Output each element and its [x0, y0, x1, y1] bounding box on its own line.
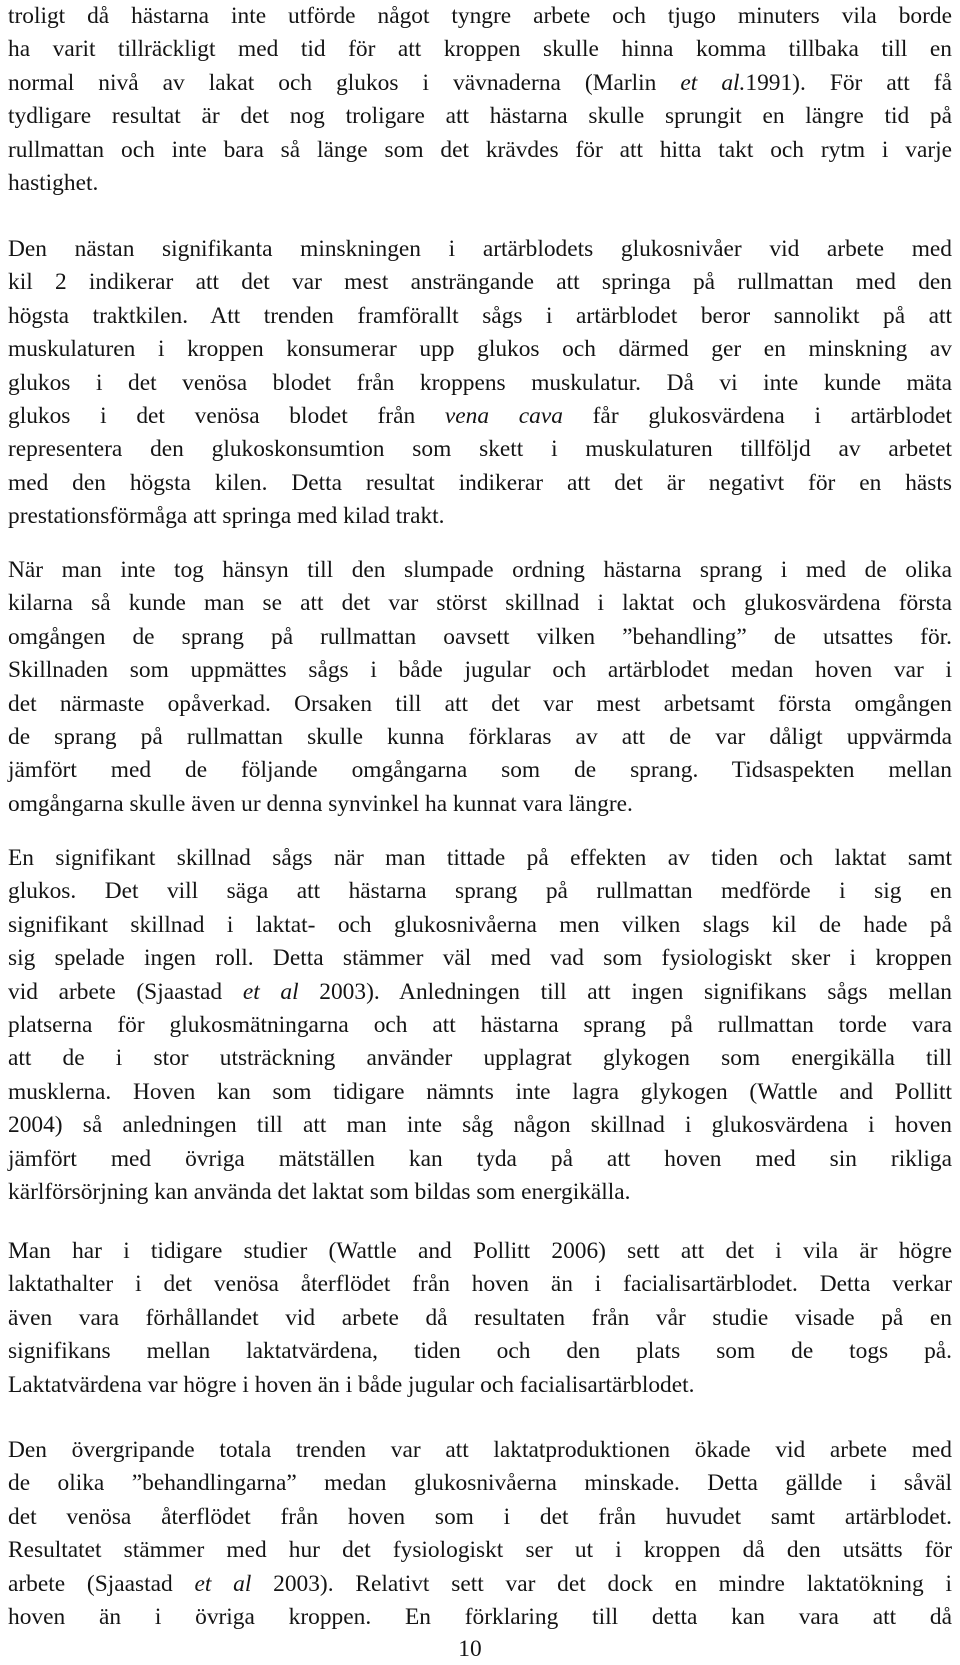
text-line: arbete (Sjaastad et al 2003). Relativt sett var det dock en mindre laktatökning i — [8, 1570, 952, 1597]
text-line: muskulaturen i kroppen konsumerar upp glukos och därmed ger en minskning av — [8, 336, 952, 363]
text-line: kil 2 indikerar att det var mest ansträngande att springa på rullmattan med den — [8, 269, 952, 296]
text-line: de olika ”behandlingarna” medan glukosnivåerna minskade. Detta gällde i såväl — [8, 1470, 952, 1497]
text-line: hoven än i övriga kroppen. En förklaring till detta kan vara att då — [8, 1603, 952, 1630]
text-line: hastighet. — [8, 169, 99, 196]
text-line: Den övergripande totala trenden var att laktatproduktionen ökade vid arbete med — [8, 1437, 952, 1463]
paragraph-5 — [8, 1235, 952, 1402]
text-line: de sprang på rullmattan skulle kunna förklaras av att de var dåligt uppvärmda — [8, 723, 952, 750]
text-line: signifikant skillnad i laktat- och glukosnivåerna men vilken slags kil de hade på — [8, 911, 952, 938]
text-line: glukos i det venösa blodet från vena cava får glukosvärdena i artärblodet — [8, 402, 952, 429]
text-line: det närmaste opåverkad. Orsaken till att det var mest arbetsamt första omgången — [8, 690, 952, 717]
text-line: signifikans mellan laktatvärdena, tiden och den plats som de togs på. — [8, 1338, 952, 1365]
paragraph-2 — [8, 233, 952, 534]
text-line: Man har i tidigare studier (Wattle and Pollitt 2006) sett att det i vila är högre — [8, 1238, 952, 1264]
text-line: ha varit tillräckligt med tid för att kroppen skulle hinna komma tillbaka till en — [8, 36, 952, 63]
text-line: jämfört med de följande omgångarna som de sprang. Tidsaspekten mellan — [8, 757, 952, 784]
text-line: även vara förhållandet vid arbete då resultaten från vår studie visade på en — [8, 1304, 952, 1331]
text-line: omgångarna skulle även ur denna synvinkel ha kunnat vara längre. — [8, 790, 633, 817]
text-line: En signifikant skillnad sågs när man tittade på effekten av tiden och laktat samt — [8, 845, 952, 871]
paragraph-1 — [8, 0, 952, 200]
text-line: rullmattan och inte bara så länge som det krävdes för att hitta takt och rytm i varje — [8, 136, 952, 163]
text-line: normal nivå av lakat och glukos i vävnaderna (Marlin et al.1991). För att få — [8, 69, 952, 96]
text-line: omgången de sprang på rullmattan oavsett vilken ”behandling” de utsattes för. — [8, 623, 952, 650]
text-line: högsta traktkilen. Att trenden framförallt sågs i artärblodet beror sannolikt på att — [8, 302, 952, 329]
text-line: kärlförsörjning kan använda det laktat som bildas som energikälla. — [8, 1178, 631, 1205]
text-line: vid arbete (Sjaastad et al 2003). Anledningen till att ingen signifikans sågs mellan — [8, 978, 952, 1005]
text-line: musklerna. Hoven kan som tidigare nämnts inte lagra glykogen (Wattle and Pollitt — [8, 1078, 952, 1105]
text-line: kilarna så kunde man se att det var störst skillnad i laktat och glukosvärdena första — [8, 590, 952, 617]
text-line: tydligare resultat är det nog troligare att hästarna skulle sprungit en längre tid på — [8, 103, 952, 130]
text-line: När man inte tog hänsyn till den slumpade ordning hästarna sprang i med de olika — [8, 557, 952, 583]
text-line: platserna för glukosmätningarna och att hästarna sprang på rullmattan torde vara — [8, 1011, 952, 1038]
text-line: glukos. Det vill säga att hästarna sprang på rullmattan medförde i sig en — [8, 878, 952, 905]
paragraph-3 — [8, 554, 952, 821]
paragraph-4 — [8, 842, 952, 1209]
text-line: det venösa återflödet från hoven som i det från huvudet samt artärblodet. — [8, 1503, 952, 1530]
text-line: Skillnaden som uppmättes sågs i både jugular och artärblodet medan hoven var i — [8, 657, 952, 684]
text-line: laktathalter i det venösa återflödet från hoven än i facialisartärblodet. Detta verkar — [8, 1271, 952, 1298]
text-line: med den högsta kilen. Detta resultat indikerar att det är negativt för en hästs — [8, 469, 952, 496]
text-line: jämfört med övriga mätställen kan tyda på att hoven med sin rikliga — [8, 1145, 952, 1172]
text-line: 2004) så anledningen till att man inte såg någon skillnad i glukosvärdena i hoven — [8, 1112, 952, 1139]
text-line: representera den glukoskonsumtion som skett i muskulaturen tillföljd av arbetet — [8, 436, 952, 463]
text-line: Laktatvärdena var högre i hoven än i både jugular och facialisartärblodet. — [8, 1371, 695, 1398]
text-line: prestationsförmåga att springa med kilad trakt. — [8, 503, 445, 530]
text-line: Resultatet stämmer med hur det fysiologiskt ser ut i kroppen då den utsätts för — [8, 1537, 952, 1564]
text-line: att de i stor utsträckning använder upplagrat glykogen som energikälla till — [8, 1045, 952, 1072]
text-line: glukos i det venösa blodet från kroppens muskulatur. Då vi inte kunde mäta — [8, 369, 952, 396]
page-number: 10 — [458, 1636, 482, 1662]
text-line: sig spelade ingen roll. Detta stämmer väl med vad som fysiologiskt sker i kroppen — [8, 945, 952, 972]
paragraph-6 — [8, 1434, 952, 1634]
text-line: Den nästan signifikanta minskningen i artärblodets glukosnivåer vid arbete med — [8, 236, 952, 262]
text-line: troligt då hästarna inte utförde något tyngre arbete och tjugo minuters vila borde — [8, 3, 952, 29]
